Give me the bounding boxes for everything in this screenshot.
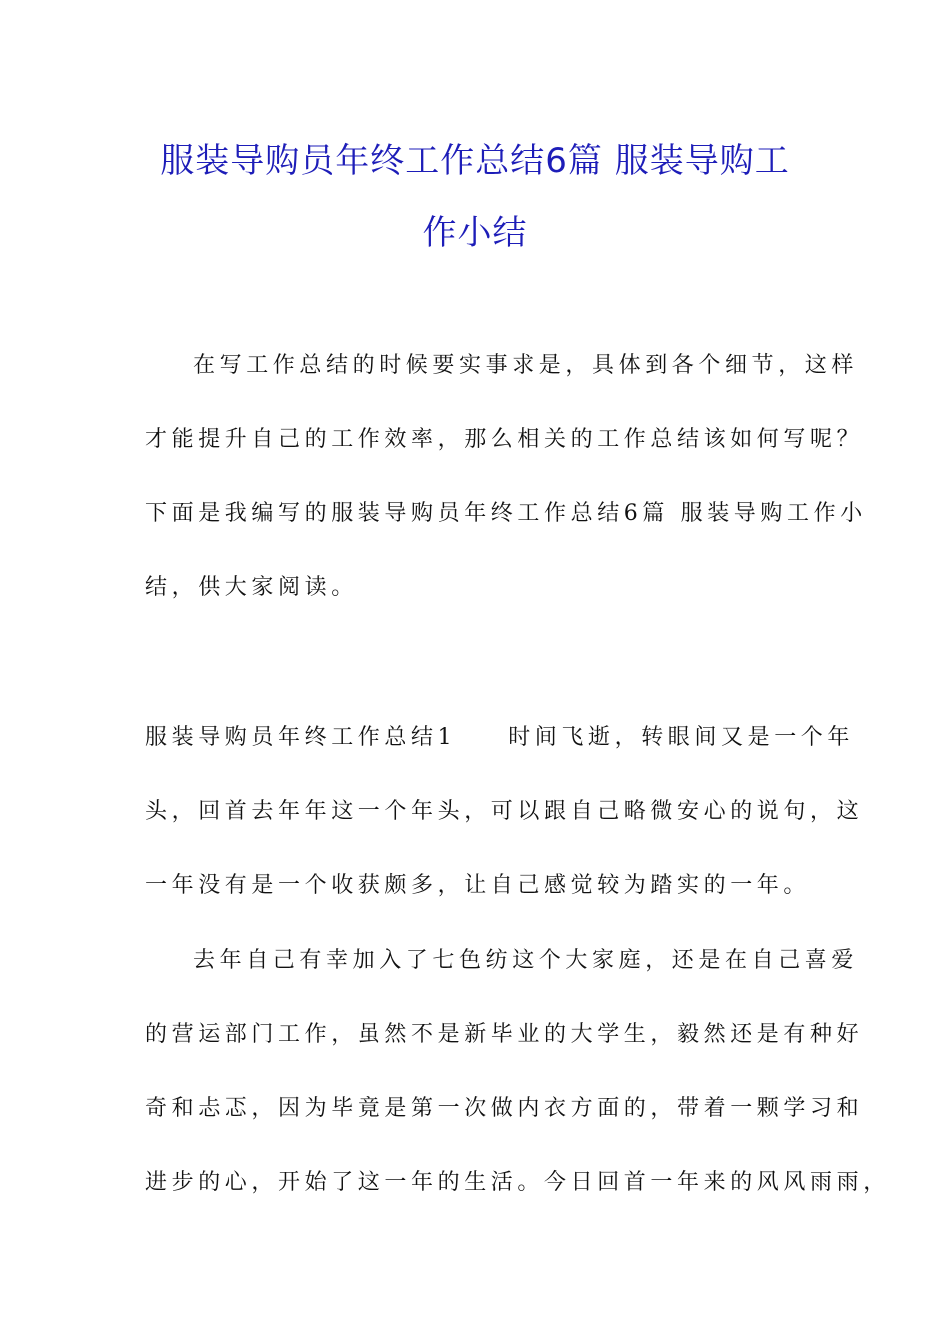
document-title-line-1: 服装导购员年终工作总结6篇 服装导购工: [160, 141, 790, 181]
intro-line-2: 才能提升自己的工作效率，那么相关的工作总结该如何写呢？: [145, 427, 864, 452]
document-title-line-2: 作小结: [422, 213, 528, 253]
section-1-line-2: 头，回首去年年这一个年头，可以跟自己略微安心的说句，这: [145, 799, 864, 824]
intro-line-4: 结，供大家阅读。: [145, 575, 358, 600]
section-1-heading: 服装导购员年终工作总结1: [145, 725, 457, 750]
section-1-first-line-text: 时间飞逝，转眼间又是一个年: [508, 725, 855, 750]
section-1-first-line: [145, 720, 855, 751]
paragraph-2-line-2: 的营运部门工作，虽然不是新毕业的大学生，毅然还是有种好: [145, 1022, 864, 1047]
section-1-line-3: 一年没有是一个收获颇多，让自己感觉较为踏实的一年。: [145, 873, 811, 898]
paragraph-2-line-1: 去年自己有幸加入了七色纺这个大家庭，还是在自己喜爱: [193, 948, 859, 973]
paragraph-2-line-3: 奇和忐忑，因为毕竟是第一次做内衣方面的，带着一颗学习和: [145, 1096, 864, 1121]
paragraph-2-line-4: 进步的心，开始了这一年的生活。今日回首一年来的风风雨雨，: [145, 1170, 890, 1195]
intro-line-3: 下面是我编写的服装导购员年终工作总结6篇 服装导购工作小: [145, 501, 867, 526]
intro-line-1: 在写工作总结的时候要实事求是，具体到各个细节，这样: [193, 353, 859, 378]
